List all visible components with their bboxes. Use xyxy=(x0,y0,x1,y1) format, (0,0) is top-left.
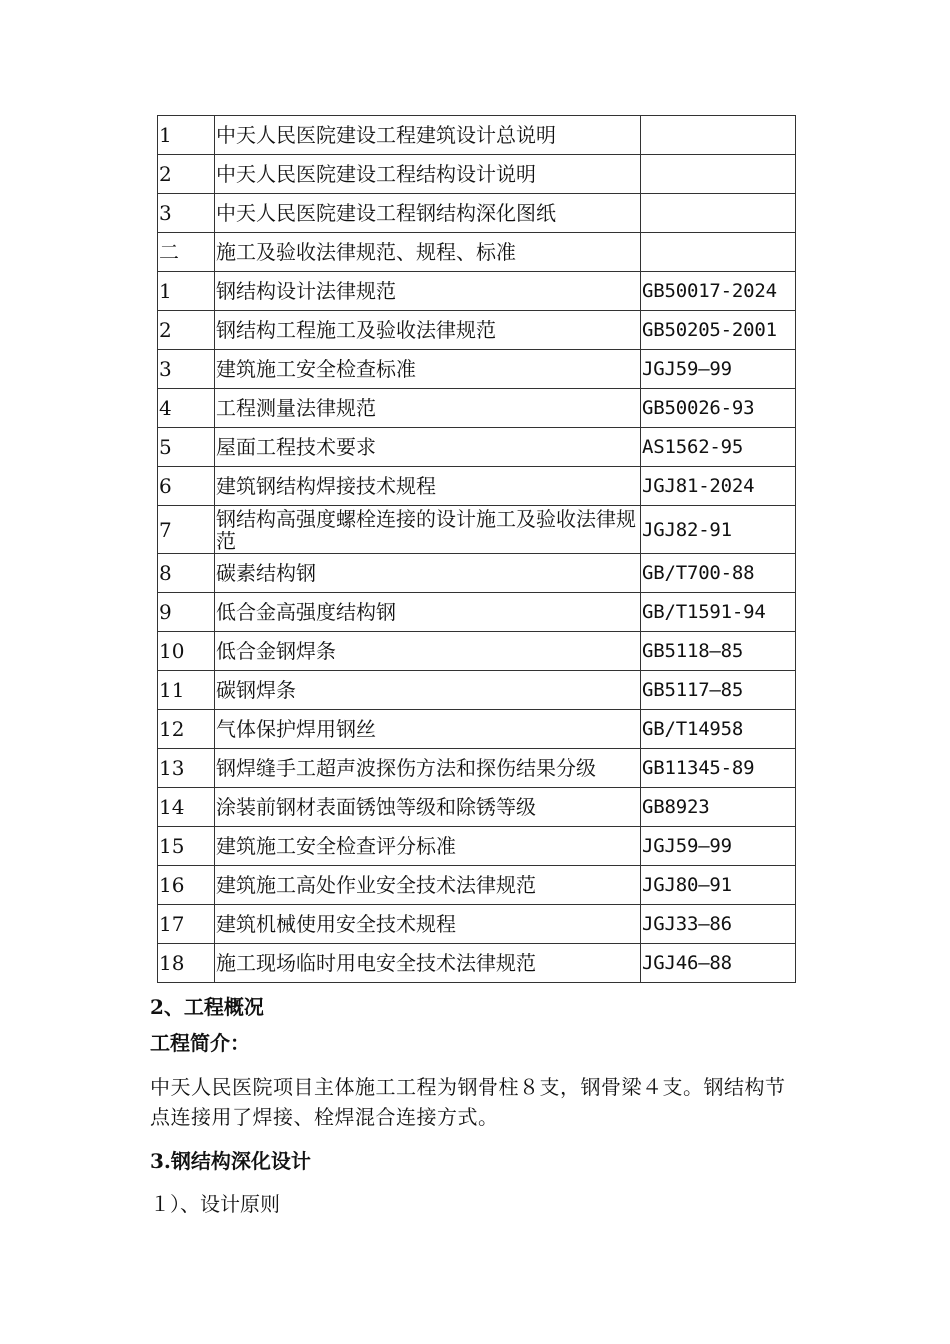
standard-name-cell: 中天人民医院建设工程建筑设计总说明 xyxy=(215,116,641,155)
row-number-cell: 4 xyxy=(158,389,215,428)
table-row xyxy=(158,194,796,233)
table-row xyxy=(158,749,796,788)
section-2-heading: 2、工程概况 xyxy=(150,995,264,1019)
section-2-subheading: 工程简介： xyxy=(150,1031,250,1055)
standard-code-cell: GB/T700-88 xyxy=(641,554,796,593)
standard-code-cell: JGJ46—88 xyxy=(641,944,796,983)
standard-code-cell: GB5118—85 xyxy=(641,632,796,671)
standard-name-cell: 建筑施工高处作业安全技术法律规范 xyxy=(215,866,641,905)
standard-name-cell: 低合金钢焊条 xyxy=(215,632,641,671)
standard-name-cell: 建筑施工安全检查评分标准 xyxy=(215,827,641,866)
standard-name-cell: 建筑施工安全检查标准 xyxy=(215,350,641,389)
row-number-cell: 7 xyxy=(158,506,215,554)
standard-name-cell: 屋面工程技术要求 xyxy=(215,428,641,467)
table-row xyxy=(158,710,796,749)
standard-name-cell: 施工及验收法律规范、规程、标准 xyxy=(215,233,641,272)
standard-code-cell: JGJ81-2024 xyxy=(641,467,796,506)
row-number-cell: 6 xyxy=(158,467,215,506)
standard-name-cell: 碳素结构钢 xyxy=(215,554,641,593)
table-row xyxy=(158,866,796,905)
row-number-cell: 12 xyxy=(158,710,215,749)
table-row xyxy=(158,311,796,350)
standard-code-cell xyxy=(641,116,796,155)
row-number-cell: 5 xyxy=(158,428,215,467)
row-number-cell: 8 xyxy=(158,554,215,593)
table-row xyxy=(158,788,796,827)
row-number-cell: 二 xyxy=(158,233,215,272)
row-number-cell: 3 xyxy=(158,194,215,233)
standard-name-cell: 施工现场临时用电安全技术法律规范 xyxy=(215,944,641,983)
standard-code-cell: JGJ82-91 xyxy=(641,506,796,554)
standards-table-body xyxy=(158,116,796,983)
standard-code-cell: GB8923 xyxy=(641,788,796,827)
table-row xyxy=(158,467,796,506)
row-number-cell: 2 xyxy=(158,311,215,350)
standard-name-cell: 中天人民医院建设工程结构设计说明 xyxy=(215,155,641,194)
row-number-cell: 2 xyxy=(158,155,215,194)
table-row xyxy=(158,593,796,632)
table-row xyxy=(158,389,796,428)
table-row xyxy=(158,905,796,944)
row-number-cell: 15 xyxy=(158,827,215,866)
standard-code-cell: GB/T14958 xyxy=(641,710,796,749)
table-row xyxy=(158,506,796,554)
standard-code-cell: GB5117—85 xyxy=(641,671,796,710)
standard-name-cell: 涂装前钢材表面锈蚀等级和除锈等级 xyxy=(215,788,641,827)
table-row xyxy=(158,944,796,983)
standard-name-cell: 建筑钢结构焊接技术规程 xyxy=(215,467,641,506)
table-row xyxy=(158,671,796,710)
row-number-cell: 13 xyxy=(158,749,215,788)
row-number-cell: 14 xyxy=(158,788,215,827)
standard-name-cell: 气体保护焊用钢丝 xyxy=(215,710,641,749)
standard-name-cell: 建筑机械使用安全技术规程 xyxy=(215,905,641,944)
table-row xyxy=(158,350,796,389)
row-number-cell: 10 xyxy=(158,632,215,671)
standard-code-cell xyxy=(641,233,796,272)
project-summary-paragraph: 中天人民医院项目主体施工工程为钢骨柱８支，钢骨梁４支。钢结构节点连接用了焊接、栓焊混合连接方式。 xyxy=(150,1075,786,1129)
standard-name-cell: 钢结构高强度螺栓连接的设计施工及验收法律规范 xyxy=(215,506,641,554)
standard-code-cell: JGJ59—99 xyxy=(641,827,796,866)
standard-code-cell xyxy=(641,194,796,233)
standard-name-cell: 碳钢焊条 xyxy=(215,671,641,710)
table-row xyxy=(158,632,796,671)
design-principles-item: １）、设计原则 xyxy=(150,1192,280,1216)
table-row xyxy=(158,233,796,272)
standards-table xyxy=(157,115,796,983)
row-number-cell: 18 xyxy=(158,944,215,983)
standard-code-cell: JGJ33—86 xyxy=(641,905,796,944)
row-number-cell: 1 xyxy=(158,116,215,155)
table-row xyxy=(158,155,796,194)
table-row xyxy=(158,554,796,593)
standard-code-cell: GB50026-93 xyxy=(641,389,796,428)
standard-name-cell: 工程测量法律规范 xyxy=(215,389,641,428)
standard-name-cell: 钢结构工程施工及验收法律规范 xyxy=(215,311,641,350)
standard-code-cell: GB50017-2024 xyxy=(641,272,796,311)
row-number-cell: 16 xyxy=(158,866,215,905)
standard-name-cell: 中天人民医院建设工程钢结构深化图纸 xyxy=(215,194,641,233)
standard-code-cell: JGJ59—99 xyxy=(641,350,796,389)
row-number-cell: 1 xyxy=(158,272,215,311)
table-row xyxy=(158,827,796,866)
section-3-heading: 3.钢结构深化设计 xyxy=(150,1149,311,1173)
standard-name-cell: 钢焊缝手工超声波探伤方法和探伤结果分级 xyxy=(215,749,641,788)
row-number-cell: 9 xyxy=(158,593,215,632)
standard-code-cell: GB/T1591-94 xyxy=(641,593,796,632)
row-number-cell: 11 xyxy=(158,671,215,710)
standard-code-cell: JGJ80—91 xyxy=(641,866,796,905)
standard-name-cell: 低合金高强度结构钢 xyxy=(215,593,641,632)
standard-code-cell xyxy=(641,155,796,194)
row-number-cell: 3 xyxy=(158,350,215,389)
table-row xyxy=(158,272,796,311)
standard-code-cell: GB50205-2001 xyxy=(641,311,796,350)
table-row xyxy=(158,428,796,467)
standard-name-cell: 钢结构设计法律规范 xyxy=(215,272,641,311)
table-row xyxy=(158,116,796,155)
standard-code-cell: AS1562-95 xyxy=(641,428,796,467)
standard-code-cell: GB11345-89 xyxy=(641,749,796,788)
row-number-cell: 17 xyxy=(158,905,215,944)
